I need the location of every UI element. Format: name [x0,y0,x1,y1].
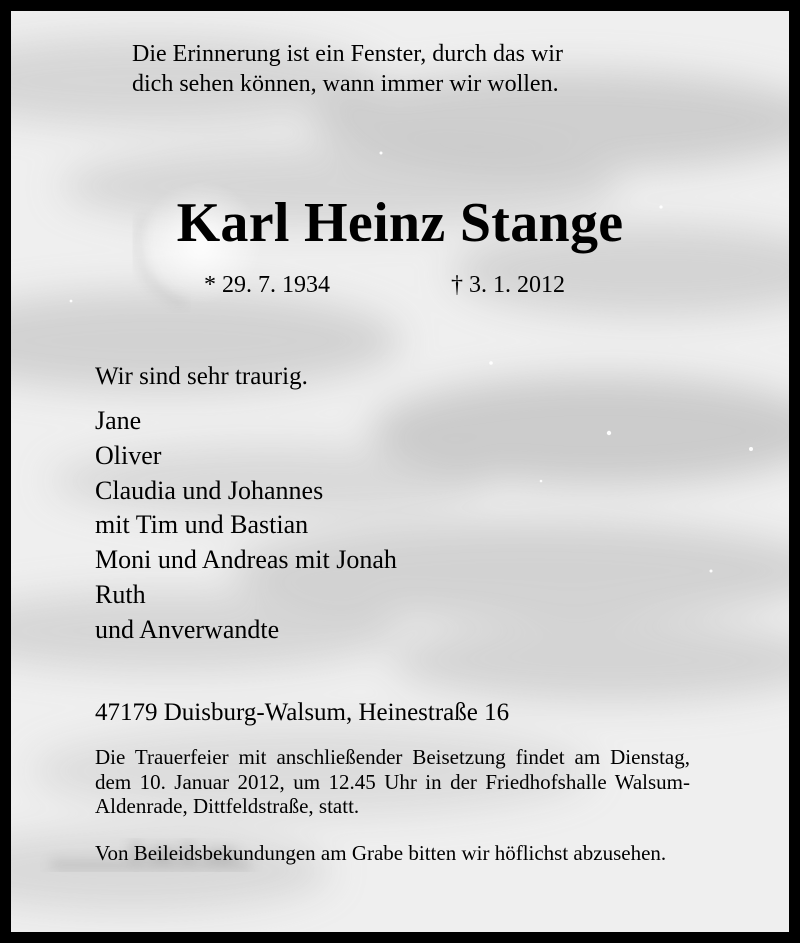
mourner-name: Oliver [95,440,162,470]
mourner-name: und Anverwandte [95,614,280,644]
quote-line: dich sehen können, wann immer wir wollen. [132,71,559,97]
death-date: † 3. 1. 2012 [451,272,565,298]
mourner-name: Moni und Andreas mit Jonah [95,545,397,575]
quote-line: Die Erinnerung ist ein Fenster, durch das wir [132,41,563,67]
deceased-name: Karl Heinz Stange [176,192,624,254]
mourner-name: Jane [95,406,142,435]
birth-date: * 29. 7. 1934 [204,272,330,298]
mourners-list [95,404,397,648]
mourner-name: Claudia und Johannes [95,475,324,505]
condolence-notice: Von Beileidsbekundungen am Grabe bitten wir höflichst abzusehen. [95,841,667,865]
mourner-name: mit Tim und Bastian [95,510,309,540]
family-address: 47179 Duisburg-Walsum, Heinestraße 16 [95,699,510,726]
mourner-name: Ruth [95,579,146,609]
funeral-notice: Die Trauerfeier mit anschließender Beisetzung findet am Dienstag, dem 10. Januar 2012, um 12.45 Uhr in der Friedhofshalle Walsum-Aldenrade, Dittfeldstraße, statt. [95,745,690,818]
mourners-intro: Wir sind sehr traurig. [95,363,308,390]
memorial-quote [132,39,563,99]
